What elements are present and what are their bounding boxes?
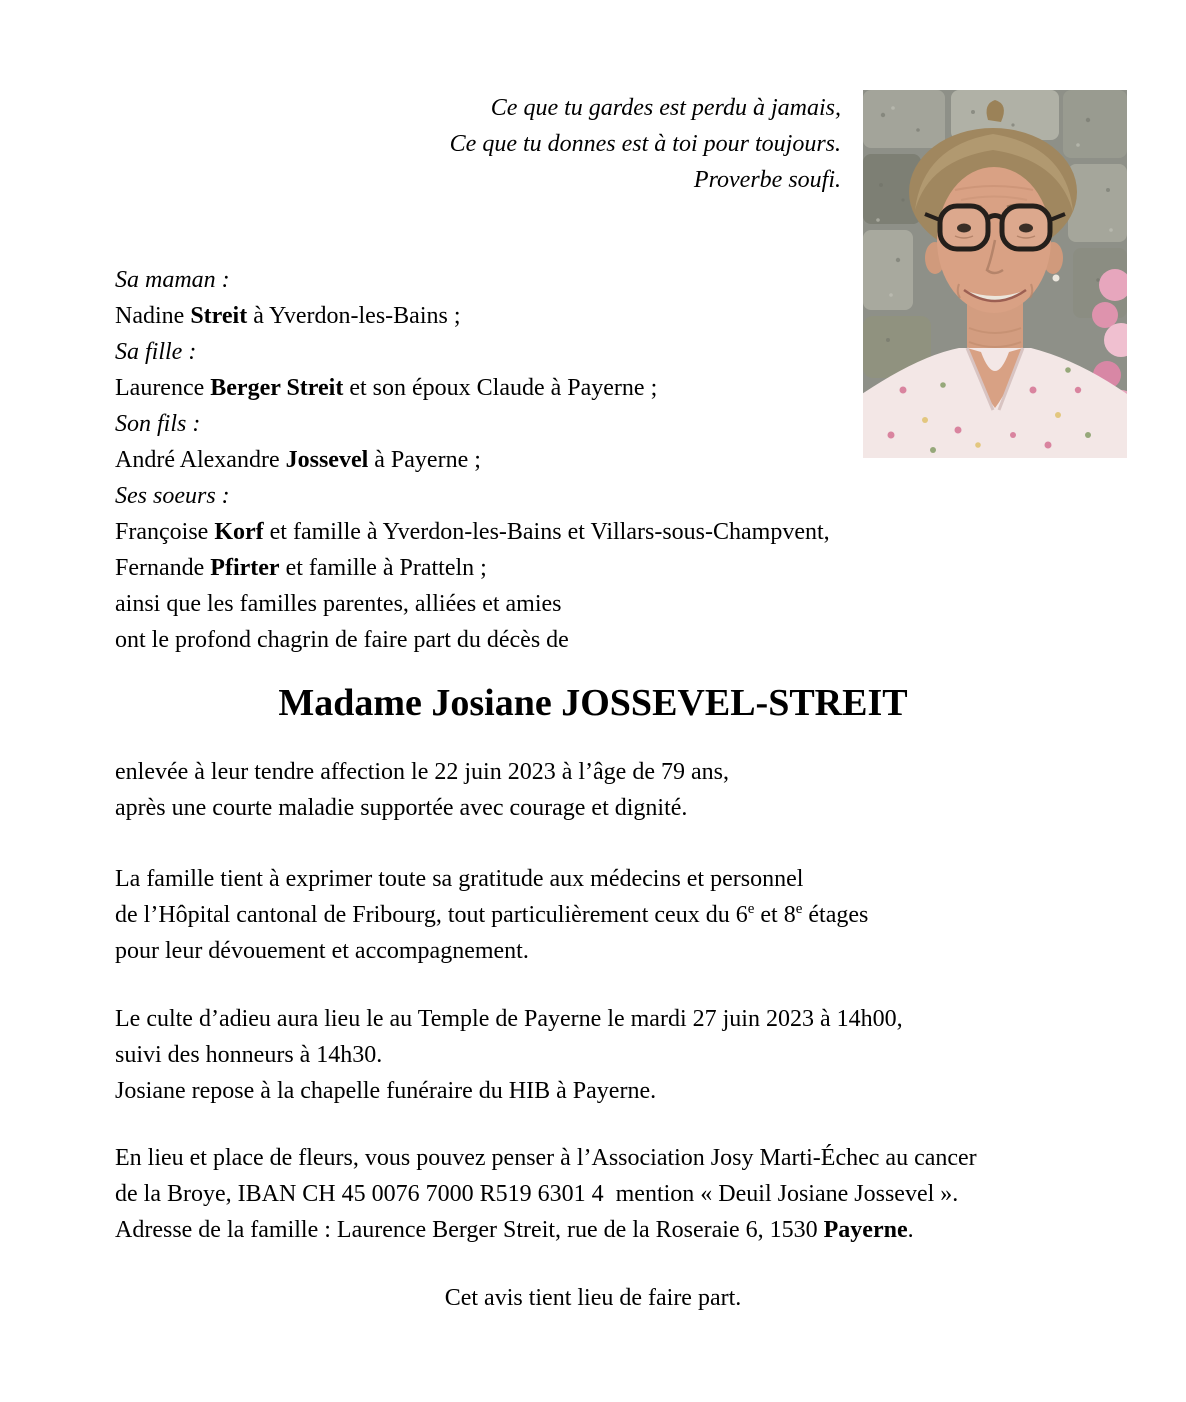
quote-attribution: Proverbe soufi. xyxy=(693,167,841,193)
portrait-photo xyxy=(863,90,1127,458)
ceremony-line-2: suivi des honneurs à 14h30. xyxy=(115,1042,383,1068)
ceremony-line-3: Josiane repose à la chapelle funéraire du HIB à Payerne. xyxy=(115,1078,657,1104)
family-member-maman xyxy=(115,298,830,334)
footer-notice: Cet avis tient lieu de faire part. xyxy=(444,1285,742,1311)
member-surname: Pfirter xyxy=(210,555,280,581)
donation-paragraph xyxy=(115,1140,977,1248)
gratitude-line-1: La famille tient à exprimer toute sa gratitude aux médecins et personnel xyxy=(115,866,804,892)
address-pre: Adresse de la famille : Laurence Berger Streit, rue de la Roseraie 6, 1530 xyxy=(115,1217,824,1243)
member-post: et famille à Pratteln ; xyxy=(279,555,487,581)
member-pre: André Alexandre xyxy=(115,447,286,473)
death-line-2: après une courte maladie supportée avec courage et dignité. xyxy=(115,795,688,821)
member-pre: Nadine xyxy=(115,303,191,329)
gratitude-line-2-post: étages xyxy=(802,902,869,928)
gratitude-line-2-pre: de l’Hôpital cantonal de Fribourg, tout particulièrement ceux du 6 xyxy=(115,902,748,928)
donation-line-3 xyxy=(115,1212,977,1248)
family-label-fille: Sa fille : xyxy=(115,339,197,365)
member-post: et son époux Claude à Payerne ; xyxy=(343,375,658,401)
gratitude-paragraph xyxy=(115,861,868,969)
ceremony-line-1: Le culte d’adieu aura lieu le au Temple de Payerne le mardi 27 juin 2023 à 14h00, xyxy=(115,1006,903,1032)
ceremony-paragraph xyxy=(115,1001,903,1109)
donation-line-2: de la Broye, IBAN CH 45 0076 7000 R519 6301 4 mention « Deuil Josiane Jossevel ». xyxy=(115,1181,959,1207)
floor-superscript: e xyxy=(795,901,803,917)
gratitude-line-2 xyxy=(115,897,868,933)
family-closing-2: ont le profond chagrin de faire part du décès de xyxy=(115,627,569,653)
family-member-fille xyxy=(115,370,830,406)
family-block xyxy=(115,262,830,658)
gratitude-line-3: pour leur dévouement et accompagnement. xyxy=(115,938,529,964)
death-paragraph xyxy=(115,754,729,826)
address-city: Payerne xyxy=(823,1217,908,1243)
donation-line-1: En lieu et place de fleurs, vous pouvez penser à l’Association Josy Marti-Échec au cancer xyxy=(115,1145,977,1171)
member-surname: Jossevel xyxy=(285,447,369,473)
quote-line-1: Ce que tu gardes est perdu à jamais, xyxy=(490,95,841,121)
family-label-soeurs: Ses soeurs : xyxy=(115,483,230,509)
family-label-maman: Sa maman : xyxy=(115,267,230,293)
family-closing-1: ainsi que les familles parentes, alliées et amies xyxy=(115,591,562,617)
gratitude-line-2-mid: et 8 xyxy=(754,902,796,928)
address-post: . xyxy=(907,1217,914,1243)
member-post: à Payerne ; xyxy=(368,447,481,473)
family-member-fils xyxy=(115,442,830,478)
death-line-1: enlevée à leur tendre affection le 22 juin 2023 à l’âge de 79 ans, xyxy=(115,759,729,785)
member-surname: Korf xyxy=(214,519,264,545)
floor-superscript: e xyxy=(747,901,755,917)
quote-block xyxy=(115,90,841,198)
member-pre: Fernande xyxy=(115,555,211,581)
family-label-fils: Son fils : xyxy=(115,411,201,437)
member-post: à Yverdon-les-Bains ; xyxy=(247,303,461,329)
family-member-soeur-2 xyxy=(115,550,830,586)
member-surname: Berger Streit xyxy=(210,375,344,401)
deceased-name-title: Madame Josiane JOSSEVEL-STREIT xyxy=(278,682,908,724)
member-pre: Laurence xyxy=(115,375,211,401)
family-member-soeur-1 xyxy=(115,514,830,550)
member-surname: Streit xyxy=(190,303,248,329)
member-post: et famille à Yverdon-les-Bains et Villars-sous-Champvent, xyxy=(263,519,830,545)
member-pre: Françoise xyxy=(115,519,215,545)
portrait-photo-svg xyxy=(863,90,1127,458)
quote-line-2: Ce que tu donnes est à toi pour toujours. xyxy=(449,131,841,157)
